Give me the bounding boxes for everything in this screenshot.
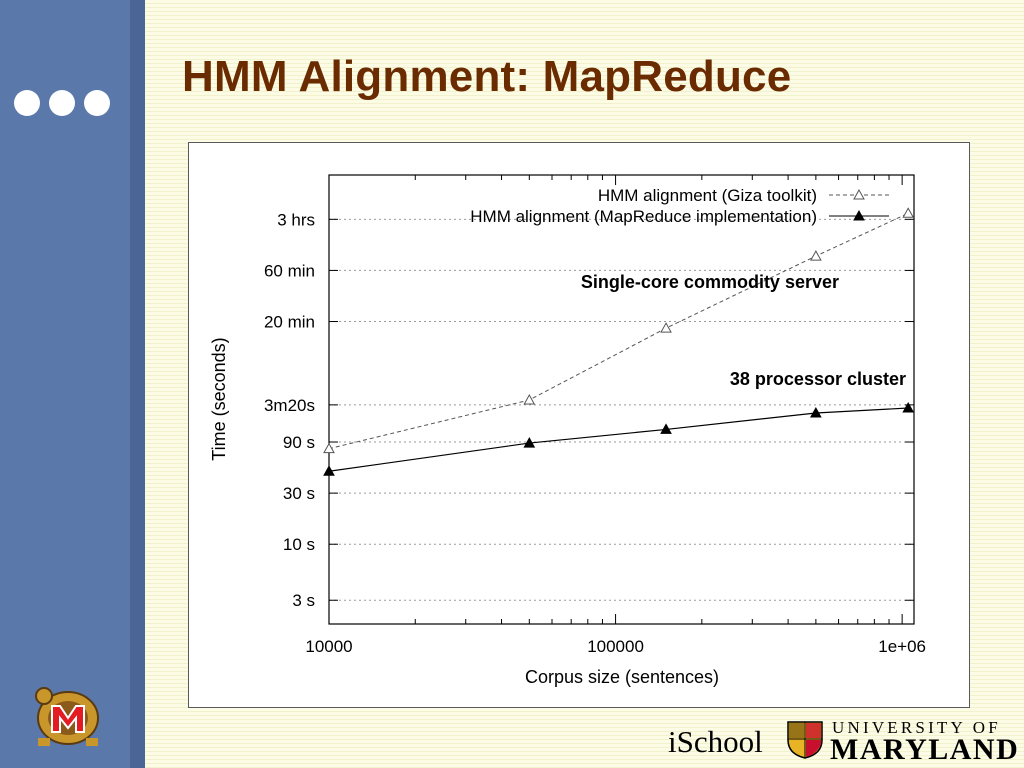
- x-tick-label: 1e+06: [878, 637, 927, 656]
- x-tick-label: 10000: [305, 637, 353, 656]
- series-1-point: [524, 395, 534, 404]
- legend-marker-1: [854, 190, 864, 199]
- x-tick-label: 100000: [587, 637, 644, 656]
- plot-area-border: [329, 175, 914, 624]
- slide-title: HMM Alignment: MapReduce: [182, 52, 792, 101]
- university-line-2: MARYLAND: [830, 733, 1020, 766]
- series-1-point: [661, 323, 671, 332]
- y-tick-label: 60 min: [263, 261, 315, 281]
- legend-label-1: HMM alignment (Giza toolkit): [597, 186, 817, 205]
- y-axis-label: Time (seconds): [209, 337, 229, 461]
- chart-frame: [188, 142, 970, 708]
- series-2-point: [903, 403, 913, 412]
- maryland-crest-icon: [784, 718, 826, 765]
- chart-svg: [189, 143, 969, 707]
- annotation-label: Single-core commodity server: [580, 272, 839, 292]
- series-1-point: [903, 208, 913, 217]
- terrapin-logo-icon: [30, 682, 106, 757]
- series-1-point: [811, 251, 821, 260]
- dot-icon: [14, 90, 40, 116]
- university-line-1: UNIVERSITY OF: [832, 718, 1001, 737]
- bullet-dots-icon: [14, 90, 110, 116]
- y-tick-label: 30 s: [282, 484, 315, 504]
- y-tick-label: 3 hrs: [277, 210, 315, 230]
- legend-label-2: HMM alignment (MapReduce implementation): [470, 207, 817, 226]
- series-line-2: [329, 408, 908, 471]
- y-tick-label: 3m20s: [263, 395, 315, 415]
- y-tick-label: 20 min: [263, 312, 315, 332]
- y-tick-label: 3 s: [292, 591, 315, 611]
- dot-icon: [84, 90, 110, 116]
- x-axis-label: Corpus size (sentences): [524, 667, 720, 687]
- sidebar-edge: [130, 0, 145, 768]
- sidebar-band: [0, 0, 145, 768]
- ischool-wordmark: iSchool: [668, 724, 763, 759]
- dot-icon: [49, 90, 75, 116]
- series-line-1: [329, 213, 908, 448]
- annotation-label: 38 processor cluster: [729, 369, 906, 389]
- y-tick-label: 90 s: [282, 433, 315, 453]
- y-tick-label: 10 s: [282, 535, 315, 555]
